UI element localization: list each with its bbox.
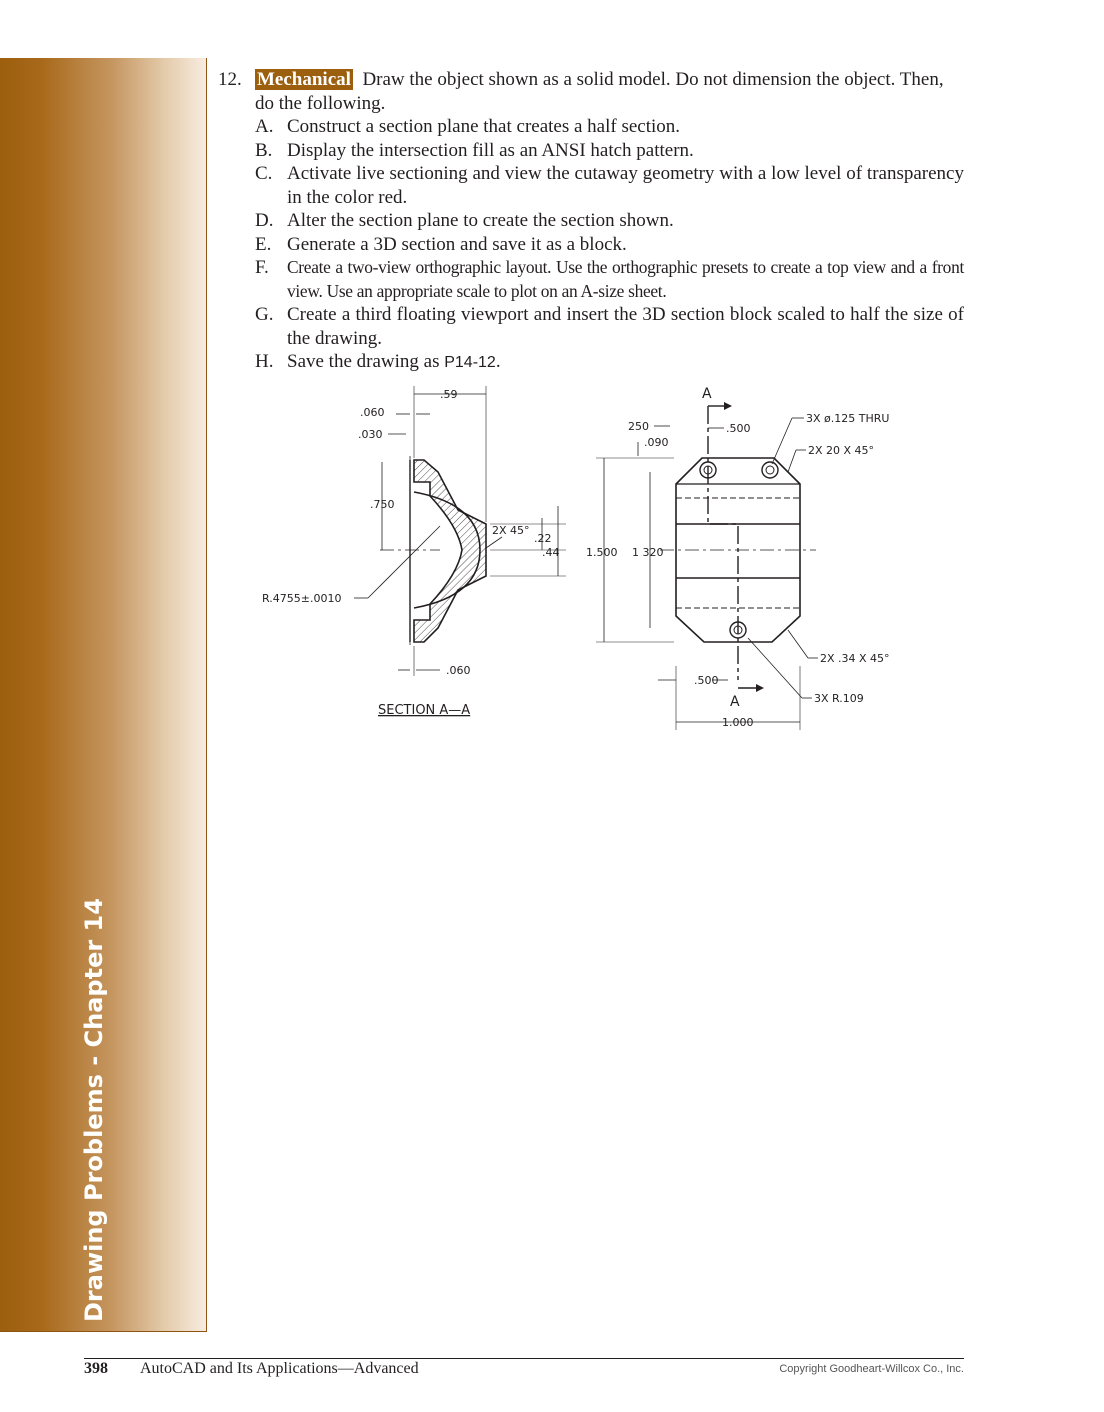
step-h: H. Save the drawing as P14-12. [255, 351, 501, 372]
label-holes: 3X ø.125 THRU [806, 412, 890, 425]
dim-500-top: .500 [726, 422, 751, 435]
cutting-plane [708, 406, 738, 680]
problem-number: 12. [218, 69, 242, 90]
page-number: 398 [84, 1360, 108, 1377]
book-title: AutoCAD and Its Applications—Advanced [140, 1360, 419, 1377]
label-fillet: 3X R.109 [814, 692, 864, 705]
dim-750: .750 [370, 498, 395, 511]
step-f: F. Create a two-view orthographic layout. Use the orthographic presets to create a top view and a front view. Use an appropriate scale to plot on an A-size sheet. [255, 257, 964, 301]
section-view [262, 386, 566, 718]
dim-060-bottom: .060 [446, 664, 471, 677]
dim-090: .090 [644, 436, 669, 449]
problem-intro [255, 68, 964, 115]
step-c: C. Activate live sectioning and view the cutaway geometry with a low level of transparency in the color red. [255, 163, 964, 208]
dim-radius: R.4755±.0010 [262, 592, 342, 605]
drawing-filename: P14-12 [444, 354, 496, 371]
intro-text: Draw the object shown as a solid model. Do not dimension the object. Then, do the following. [255, 69, 944, 114]
dim-060-top: .060 [360, 406, 385, 419]
label-chamfer-bottom: 2X .34 X 45° [820, 652, 890, 665]
dim-1500: 1.500 [586, 546, 618, 559]
section-caption: SECTION A—A [378, 703, 471, 718]
problem-12 [218, 68, 964, 375]
dim-500-bottom: .500 [694, 674, 719, 687]
sidebar-chapter-title: Drawing Problems - Chapter 14 [80, 898, 108, 1322]
copyright: Copyright Goodheart-Willcox Co., Inc. [779, 1363, 964, 1375]
dim-chamfer-45: 2X 45° [492, 524, 530, 537]
category-badge: Mechanical [257, 69, 351, 90]
dim-22: .22 [534, 532, 552, 545]
dim-059: .59 [440, 388, 458, 401]
step-g: G. Create a third floating viewport and insert the 3D section block scaled to half the size of the drawing. [255, 304, 964, 349]
dim-1000: 1.000 [722, 716, 754, 729]
cut-label-top: A [702, 386, 712, 402]
dim-1320: 1 320 [632, 546, 664, 559]
step-a: A. Construct a section plane that creates a half section. [255, 116, 681, 137]
drawing-svg [240, 376, 920, 736]
step-d: D. Alter the section plane to create the section shown. [255, 210, 674, 231]
front-view [586, 386, 890, 730]
footer-rule [84, 1358, 964, 1359]
section-hatched-profile [414, 460, 486, 642]
dim-44: .44 [542, 546, 560, 559]
label-chamfer-top: 2X 20 X 45° [808, 444, 875, 457]
technical-drawing [240, 376, 920, 736]
hole-top-right [762, 462, 778, 478]
dim-250: 250 [628, 420, 649, 433]
cut-label-bottom: A [730, 694, 740, 710]
step-e: E. Generate a 3D section and save it as a block. [255, 233, 627, 255]
dim-030: .030 [358, 428, 383, 441]
step-list [255, 115, 964, 375]
step-b: B. Display the intersection fill as an ANSI hatch pattern. [255, 139, 694, 161]
